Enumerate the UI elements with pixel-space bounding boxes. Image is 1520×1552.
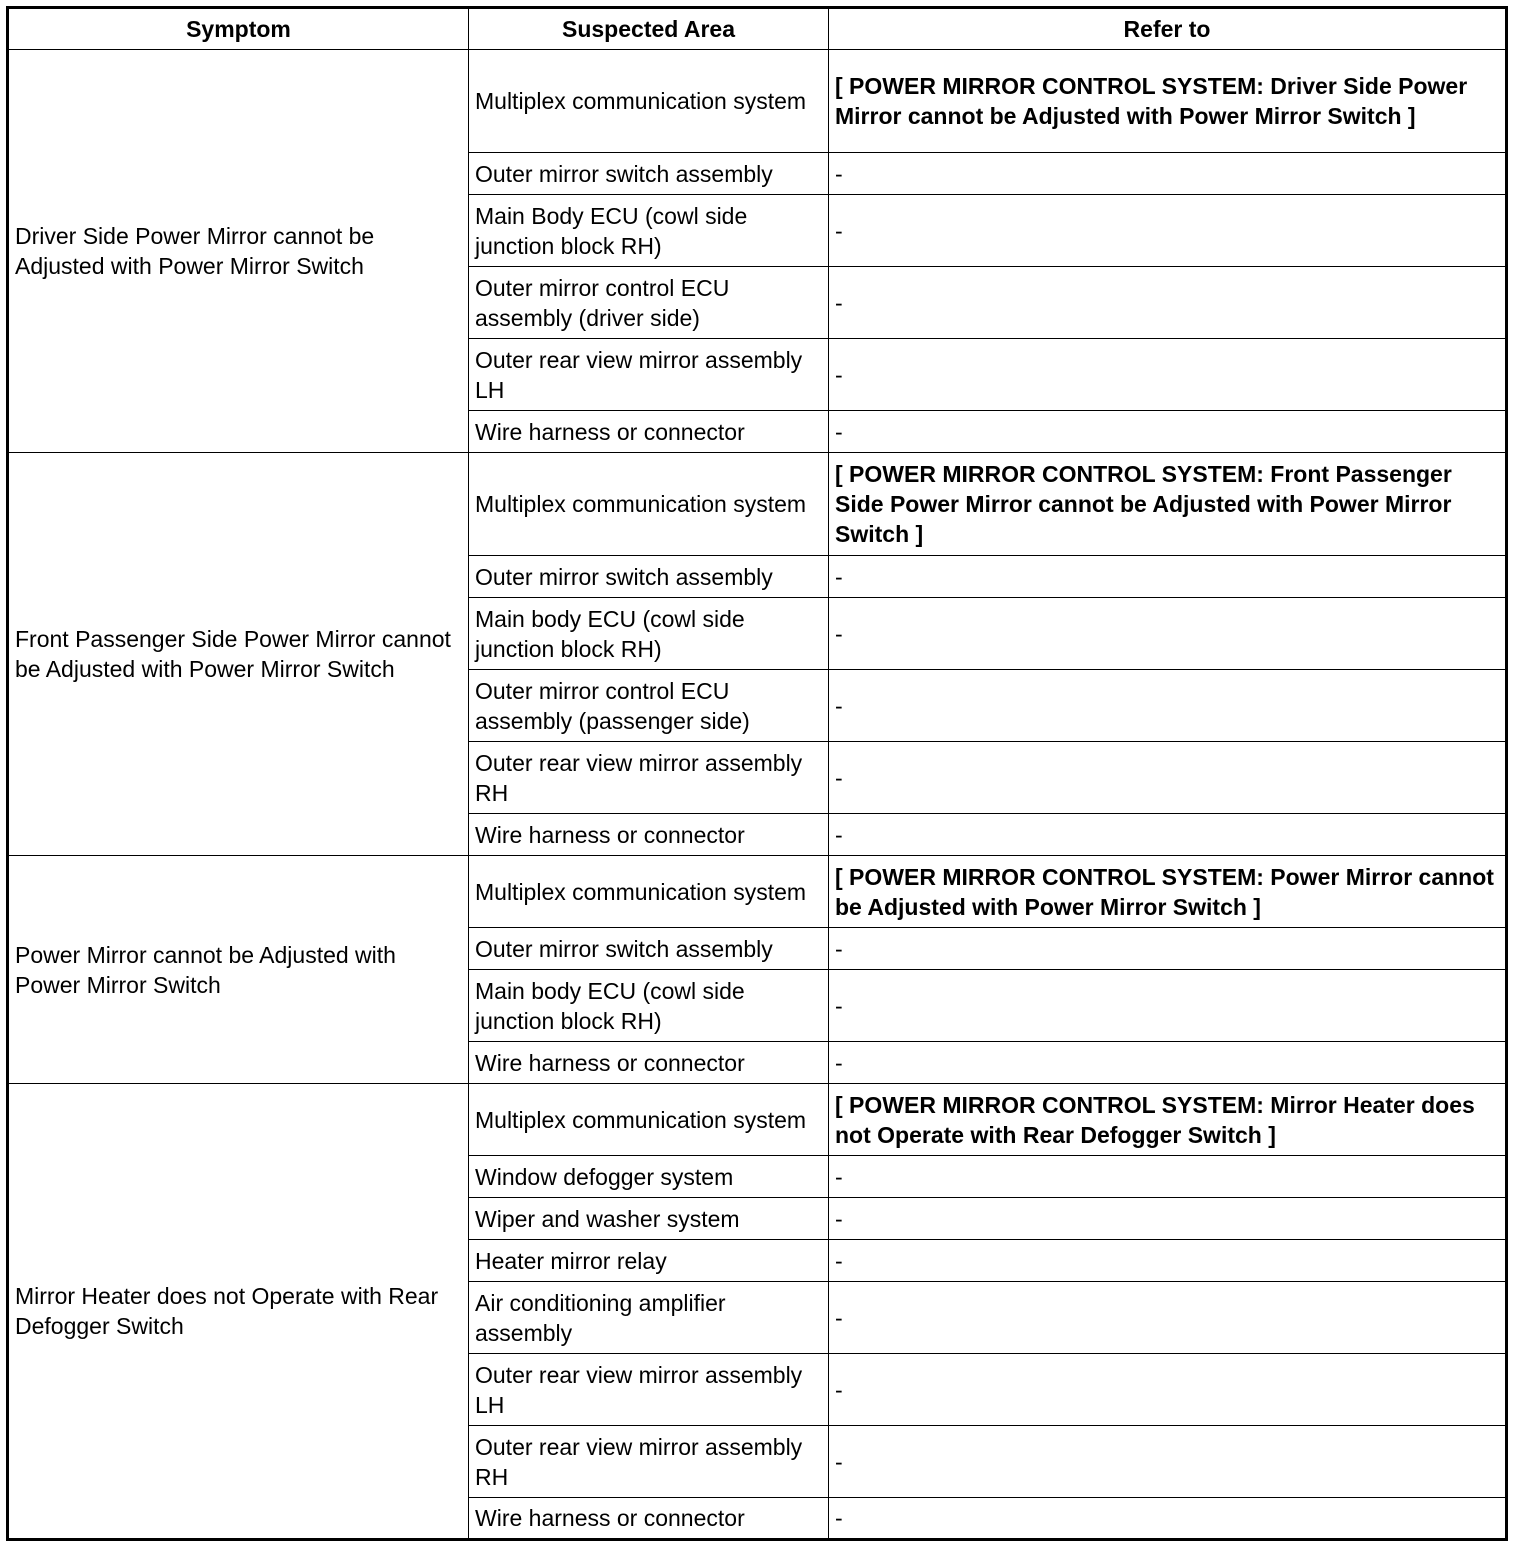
header-refer-to: Refer to [829, 8, 1507, 50]
suspected-area-cell: Main body ECU (cowl side junction block RH) [469, 598, 829, 670]
suspected-area-cell: Wiper and washer system [469, 1198, 829, 1240]
refer-to-cell: - [829, 1198, 1507, 1240]
suspected-area-cell: Main body ECU (cowl side junction block RH) [469, 970, 829, 1042]
refer-to-cell: - [829, 339, 1507, 411]
suspected-area-cell: Main Body ECU (cowl side junction block RH) [469, 195, 829, 267]
symptom-cell: Front Passenger Side Power Mirror cannot be Adjusted with Power Mirror Switch [8, 453, 469, 856]
refer-to-cell: - [829, 970, 1507, 1042]
suspected-area-cell: Outer rear view mirror assembly LH [469, 1354, 829, 1426]
refer-to-cell: - [829, 1156, 1507, 1198]
suspected-area-cell: Outer rear view mirror assembly RH [469, 1426, 829, 1498]
refer-to-cell: - [829, 928, 1507, 970]
refer-to-cell: - [829, 267, 1507, 339]
suspected-area-cell: Multiplex communication system [469, 1084, 829, 1156]
symptom-cell: Mirror Heater does not Operate with Rear Defogger Switch [8, 1084, 469, 1540]
troubleshooting-table [6, 6, 1508, 1541]
suspected-area-cell: Outer mirror switch assembly [469, 928, 829, 970]
refer-to-cell: - [829, 1354, 1507, 1426]
suspected-area-cell: Multiplex communication system [469, 856, 829, 928]
suspected-area-cell: Outer mirror control ECU assembly (driver side) [469, 267, 829, 339]
refer-to-link[interactable]: [ POWER MIRROR CONTROL SYSTEM: Power Mirror cannot be Adjusted with Power Mirror Switch ] [829, 856, 1507, 928]
refer-to-cell: - [829, 1282, 1507, 1354]
suspected-area-cell: Wire harness or connector [469, 1498, 829, 1540]
suspected-area-cell: Outer mirror switch assembly [469, 556, 829, 598]
suspected-area-cell: Window defogger system [469, 1156, 829, 1198]
refer-to-cell: - [829, 153, 1507, 195]
suspected-area-cell: Multiplex communication system [469, 50, 829, 153]
table-row [8, 1084, 1507, 1156]
refer-to-cell: - [829, 814, 1507, 856]
header-suspected-area: Suspected Area [469, 8, 829, 50]
suspected-area-cell: Multiplex communication system [469, 453, 829, 556]
refer-to-cell: - [829, 1042, 1507, 1084]
refer-to-cell: - [829, 195, 1507, 267]
refer-to-cell: - [829, 1240, 1507, 1282]
header-symptom: Symptom [8, 8, 469, 50]
refer-to-cell: - [829, 411, 1507, 453]
suspected-area-cell: Outer mirror switch assembly [469, 153, 829, 195]
table-header [8, 8, 1507, 50]
refer-to-link[interactable]: [ POWER MIRROR CONTROL SYSTEM: Driver Side Power Mirror cannot be Adjusted with Power Mirror Switch ] [829, 50, 1507, 153]
suspected-area-cell: Outer rear view mirror assembly RH [469, 742, 829, 814]
table-row [8, 856, 1507, 928]
table-body [8, 50, 1507, 1540]
refer-to-cell: - [829, 1498, 1507, 1540]
symptom-cell: Power Mirror cannot be Adjusted with Power Mirror Switch [8, 856, 469, 1084]
suspected-area-cell: Wire harness or connector [469, 1042, 829, 1084]
refer-to-cell: - [829, 742, 1507, 814]
suspected-area-cell: Wire harness or connector [469, 411, 829, 453]
refer-to-cell: - [829, 670, 1507, 742]
table-row [8, 453, 1507, 556]
header-row [8, 8, 1507, 50]
suspected-area-cell: Heater mirror relay [469, 1240, 829, 1282]
refer-to-cell: - [829, 1426, 1507, 1498]
suspected-area-cell: Air conditioning amplifier assembly [469, 1282, 829, 1354]
suspected-area-cell: Outer rear view mirror assembly LH [469, 339, 829, 411]
suspected-area-cell: Outer mirror control ECU assembly (passenger side) [469, 670, 829, 742]
symptom-cell: Driver Side Power Mirror cannot be Adjusted with Power Mirror Switch [8, 50, 469, 453]
refer-to-cell: - [829, 556, 1507, 598]
refer-to-link[interactable]: [ POWER MIRROR CONTROL SYSTEM: Mirror Heater does not Operate with Rear Defogger Switch ] [829, 1084, 1507, 1156]
suspected-area-cell: Wire harness or connector [469, 814, 829, 856]
refer-to-cell: - [829, 598, 1507, 670]
refer-to-link[interactable]: [ POWER MIRROR CONTROL SYSTEM: Front Passenger Side Power Mirror cannot be Adjusted with Power Mirror Switch ] [829, 453, 1507, 556]
table-row [8, 50, 1507, 153]
